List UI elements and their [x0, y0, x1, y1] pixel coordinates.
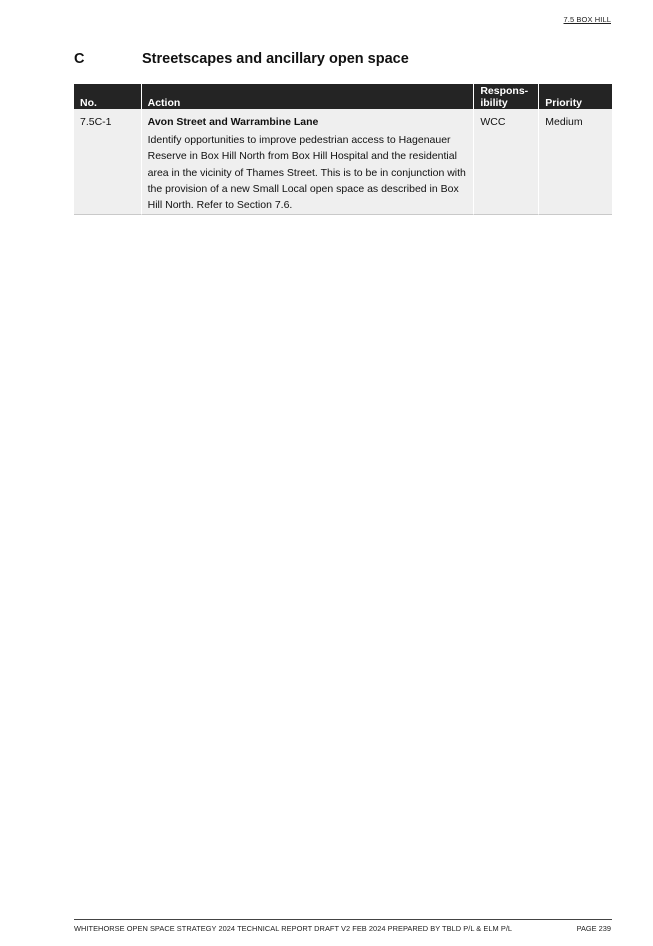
cell-priority: Medium — [539, 109, 612, 215]
table-header-row — [74, 84, 612, 109]
action-description: Identify opportunities to improve pedestrian access to Hagenauer Reserve in Box Hill North from Box Hill Hospital and the residential area in the vicinity of Thames Street. This is to be in conjunction with the provision of a new Small Local open space as described in Box Hill North. Refer to Section 7.6. — [147, 134, 466, 212]
cell-action — [142, 109, 475, 215]
column-header-responsibility-line2: ibility — [480, 96, 508, 109]
footer-document-info: WHITEHORSE OPEN SPACE STRATEGY 2024 TECHNICAL REPORT DRAFT V2 FEB 2024 PREPARED BY TBLD P/L & ELM P/L — [74, 924, 513, 933]
section-title: Streetscapes and ancillary open space — [142, 51, 409, 67]
cell-responsibility: WCC — [474, 109, 539, 215]
section-letter: C — [74, 51, 85, 67]
table-row — [74, 109, 612, 215]
footer-divider — [74, 919, 612, 920]
action-title: Avon Street and Warrambine Lane — [147, 116, 319, 128]
column-header-action: Action — [142, 84, 475, 109]
column-header-responsibility — [474, 84, 539, 109]
column-header-priority: Priority — [539, 84, 612, 109]
column-header-no: No. — [74, 84, 142, 109]
actions-table — [74, 84, 612, 215]
cell-no: 7.5C-1 — [74, 109, 142, 215]
running-header: 7.5 BOX HILL — [563, 15, 611, 24]
column-header-responsibility-line1: Respons- — [480, 85, 529, 97]
footer-page-number: PAGE 239 — [576, 924, 611, 933]
